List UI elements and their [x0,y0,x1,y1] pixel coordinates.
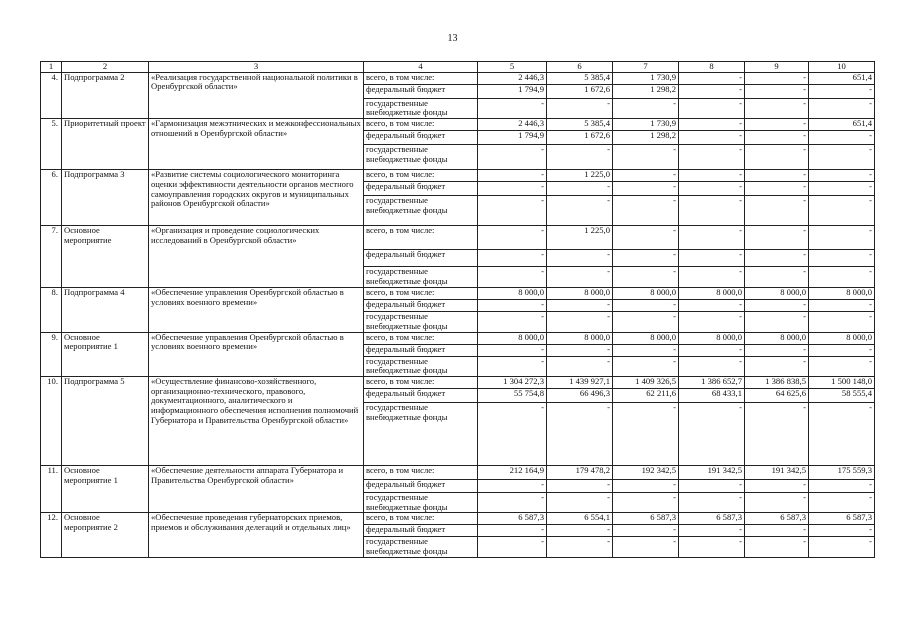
amount-cell: - [478,250,547,267]
amount-cell: - [745,344,809,356]
amount-cell: 212 164,9 [478,465,547,479]
funding-source: всего, в том числе: [364,226,478,250]
amount-cell: - [478,98,547,118]
amount-cell: - [809,479,875,492]
amount-cell: 6 587,3 [809,513,875,525]
amount-cell: - [679,226,745,250]
amount-cell: 8 000,0 [679,332,745,344]
funding-source: федеральный бюджет [364,182,478,196]
header-cell: 5 [478,62,547,73]
header-cell: 7 [613,62,679,73]
amount-cell: - [613,145,679,170]
amount-cell: 192 342,5 [613,465,679,479]
amount-cell: - [613,267,679,288]
amount-cell: - [679,72,745,84]
program-title: «Обеспечение деятельности аппарата Губернатора и Правительства Оренбургской области» [149,465,364,512]
amount-cell: 64 625,6 [745,388,809,402]
amount-cell: - [809,84,875,98]
amount-cell: - [809,300,875,312]
amount-cell: 8 000,0 [613,288,679,300]
amount-cell: - [547,344,613,356]
amount-cell: - [547,196,613,226]
program-type: Основное мероприятие 2 [62,513,149,557]
amount-cell: 58 555,4 [809,388,875,402]
amount-cell: - [547,525,613,537]
amount-cell: - [679,312,745,332]
amount-cell: - [613,537,679,557]
amount-cell: - [809,98,875,118]
amount-cell: - [679,250,745,267]
amount-cell: 191 342,5 [679,465,745,479]
amount-cell: - [478,344,547,356]
amount-cell: - [547,98,613,118]
amount-cell: - [547,300,613,312]
funding-source: государственные внебюджетные фонды [364,312,478,332]
funding-source: государственные внебюджетные фонды [364,492,478,512]
funding-source: всего, в том числе: [364,72,478,84]
amount-cell: 1 500 148,0 [809,376,875,388]
amount-cell: - [809,492,875,512]
funding-source: государственные внебюджетные фонды [364,196,478,226]
amount-cell: - [478,182,547,196]
program-type: Основное мероприятие [62,226,149,288]
amount-cell: 179 478,2 [547,465,613,479]
program-title: «Обеспечение проведения губернаторских приемов, приемов и обслуживания делегаций и отдельных лиц» [149,513,364,557]
funding-source: всего, в том числе: [364,465,478,479]
funding-source: государственные внебюджетные фонды [364,145,478,170]
amount-cell: - [745,312,809,332]
amount-cell: - [478,145,547,170]
amount-cell: 6 587,3 [679,513,745,525]
amount-cell: - [679,479,745,492]
program-type: Подпрограмма 2 [62,72,149,118]
amount-cell: - [679,267,745,288]
amount-cell: 8 000,0 [679,288,745,300]
page-number: 13 [447,33,458,44]
amount-cell: - [679,402,745,465]
amount-cell: 175 559,3 [809,465,875,479]
funding-source: всего, в том числе: [364,119,478,131]
header-cell: 9 [745,62,809,73]
amount-cell: 6 554,1 [547,513,613,525]
amount-cell: - [547,402,613,465]
amount-cell: 1 439 927,1 [547,376,613,388]
table-row [41,226,875,250]
header-cell: 3 [149,62,364,73]
amount-cell: 1 225,0 [547,226,613,250]
amount-cell: 8 000,0 [809,332,875,344]
amount-cell: - [613,356,679,376]
amount-cell: - [547,312,613,332]
amount-cell: 8 000,0 [809,288,875,300]
amount-cell: - [478,356,547,376]
amount-cell: 1 386 652,7 [679,376,745,388]
amount-cell: - [809,402,875,465]
funding-source: федеральный бюджет [364,300,478,312]
amount-cell: - [745,145,809,170]
funding-source: федеральный бюджет [364,250,478,267]
program-title: «Организация и проведение социологических исследований в Оренбургской области» [149,226,364,288]
funding-source: федеральный бюджет [364,84,478,98]
funding-source: всего, в том числе: [364,513,478,525]
amount-cell: - [613,492,679,512]
amount-cell: 5 385,4 [547,72,613,84]
amount-cell: - [478,492,547,512]
amount-cell: - [745,356,809,376]
header-cell: 1 [41,62,62,73]
funding-source: федеральный бюджет [364,479,478,492]
amount-cell: - [809,356,875,376]
amount-cell: - [809,344,875,356]
amount-cell: 55 754,8 [478,388,547,402]
amount-cell: - [745,98,809,118]
amount-cell: - [809,525,875,537]
table-row [41,170,875,182]
program-title: «Обеспечение управления Оренбургской областью в условиях военного времени» [149,288,364,332]
amount-cell: - [809,312,875,332]
program-title: «Гармонизация межэтнических и межконфессиональных отношений в Оренбургской области» [149,119,364,170]
amount-cell: 1 225,0 [547,170,613,182]
amount-cell: - [745,537,809,557]
amount-cell: - [679,170,745,182]
amount-cell: 1 672,6 [547,84,613,98]
funding-source: государственные внебюджетные фонды [364,356,478,376]
amount-cell: 191 342,5 [745,465,809,479]
program-title: «Осуществление финансово-хозяйственного, организационно-технического, правового, документационного, аналитического и информационного обеспечения исполнения полномочий Губернатора и Правительства Оренбургской области» [149,376,364,465]
amount-cell: - [679,119,745,131]
amount-cell: - [809,537,875,557]
header-cell: 10 [809,62,875,73]
amount-cell: - [745,170,809,182]
amount-cell: 2 446,3 [478,119,547,131]
amount-cell: 651,4 [809,72,875,84]
amount-cell: 1 672,6 [547,131,613,145]
amount-cell: 8 000,0 [613,332,679,344]
amount-cell: - [745,525,809,537]
row-number: 12. [41,513,62,557]
amount-cell: - [613,344,679,356]
program-type: Подпрограмма 3 [62,170,149,226]
header-cell: 6 [547,62,613,73]
funding-source: федеральный бюджет [364,388,478,402]
amount-cell: 1 386 838,5 [745,376,809,388]
table-row [41,465,875,479]
amount-cell: 8 000,0 [547,288,613,300]
amount-cell: - [745,72,809,84]
amount-cell: 6 587,3 [745,513,809,525]
amount-cell: - [809,170,875,182]
funding-source: федеральный бюджет [364,344,478,356]
row-number: 7. [41,226,62,288]
financing-table [40,61,875,558]
amount-cell: - [745,196,809,226]
amount-cell: 68 433,1 [679,388,745,402]
amount-cell: - [613,170,679,182]
funding-source: федеральный бюджет [364,131,478,145]
table-row [41,119,875,131]
amount-cell: 8 000,0 [745,288,809,300]
amount-cell: - [613,98,679,118]
program-title: «Развитие системы социологического мониторинга оценки эффективности деятельности органов местного самоуправления городских округов и муниципальных районов Оренбургской области» [149,170,364,226]
program-title: «Обеспечение управления Оренбургской областью в условиях военного времени» [149,332,364,376]
row-number: 8. [41,288,62,332]
amount-cell: - [679,525,745,537]
amount-cell: - [809,226,875,250]
row-number: 5. [41,119,62,170]
funding-source: всего, в том числе: [364,376,478,388]
amount-cell: 8 000,0 [547,332,613,344]
amount-cell: - [478,300,547,312]
amount-cell: - [745,402,809,465]
amount-cell: 1 409 326,5 [613,376,679,388]
amount-cell: - [745,479,809,492]
amount-cell: 66 496,3 [547,388,613,402]
amount-cell: - [478,402,547,465]
amount-cell: - [478,312,547,332]
amount-cell: 1 298,2 [613,84,679,98]
amount-cell: - [613,226,679,250]
funding-source: государственные внебюджетные фонды [364,537,478,557]
amount-cell: - [613,300,679,312]
amount-cell: - [679,537,745,557]
funding-source: федеральный бюджет [364,525,478,537]
funding-source: всего, в том числе: [364,170,478,182]
amount-cell: - [679,356,745,376]
amount-cell: - [547,182,613,196]
amount-cell: 2 446,3 [478,72,547,84]
amount-cell: - [679,145,745,170]
amount-cell: - [679,98,745,118]
header-cell: 8 [679,62,745,73]
row-number: 11. [41,465,62,512]
amount-cell: - [613,182,679,196]
funding-source: всего, в том числе: [364,288,478,300]
header-cell: 4 [364,62,478,73]
funding-source: государственные внебюджетные фонды [364,402,478,465]
amount-cell: - [613,312,679,332]
amount-cell: 6 587,3 [613,513,679,525]
program-type: Приоритетный проект [62,119,149,170]
amount-cell: - [478,226,547,250]
amount-cell: - [478,267,547,288]
amount-cell: - [809,196,875,226]
row-number: 6. [41,170,62,226]
amount-cell: - [547,145,613,170]
amount-cell: - [809,250,875,267]
row-number: 10. [41,376,62,465]
amount-cell: 1 730,9 [613,72,679,84]
row-number: 9. [41,332,62,376]
table-row [41,332,875,344]
amount-cell: - [809,145,875,170]
row-number: 4. [41,72,62,118]
amount-cell: - [745,119,809,131]
amount-cell: - [809,131,875,145]
amount-cell: - [547,537,613,557]
amount-cell: - [547,356,613,376]
funding-source: государственные внебюджетные фонды [364,98,478,118]
amount-cell: - [745,226,809,250]
amount-cell: - [478,170,547,182]
header-row [41,62,875,73]
amount-cell: - [613,196,679,226]
amount-cell: 5 385,4 [547,119,613,131]
amount-cell: - [679,344,745,356]
amount-cell: 1 794,9 [478,84,547,98]
amount-cell: 1 794,9 [478,131,547,145]
program-type: Основное мероприятие 1 [62,332,149,376]
amount-cell: - [613,402,679,465]
amount-cell: - [478,525,547,537]
amount-cell: - [478,479,547,492]
amount-cell: - [613,250,679,267]
amount-cell: - [547,267,613,288]
amount-cell: - [547,250,613,267]
amount-cell: - [745,84,809,98]
amount-cell: - [547,479,613,492]
amount-cell: 62 211,6 [613,388,679,402]
amount-cell: - [679,492,745,512]
amount-cell: - [745,267,809,288]
amount-cell: 1 730,9 [613,119,679,131]
amount-cell: - [679,182,745,196]
table-row [41,376,875,388]
amount-cell: - [547,492,613,512]
amount-cell: - [679,300,745,312]
table-row [41,72,875,84]
amount-cell: - [478,196,547,226]
amount-cell: - [745,300,809,312]
program-type: Основное мероприятие 1 [62,465,149,512]
amount-cell: - [613,525,679,537]
program-type: Подпрограмма 4 [62,288,149,332]
amount-cell: - [745,492,809,512]
amount-cell: 651,4 [809,119,875,131]
amount-cell: - [809,267,875,288]
amount-cell: 6 587,3 [478,513,547,525]
program-title: «Реализация государственной национальной политики в Оренбургской области» [149,72,364,118]
amount-cell: - [679,131,745,145]
funding-source: государственные внебюджетные фонды [364,267,478,288]
amount-cell: - [745,250,809,267]
amount-cell: 1 304 272,3 [478,376,547,388]
amount-cell: 8 000,0 [745,332,809,344]
amount-cell: - [679,84,745,98]
amount-cell: 8 000,0 [478,332,547,344]
amount-cell: 8 000,0 [478,288,547,300]
amount-cell: - [679,196,745,226]
header-cell: 2 [62,62,149,73]
program-type: Подпрограмма 5 [62,376,149,465]
table-row [41,513,875,525]
amount-cell: - [809,182,875,196]
amount-cell: - [745,131,809,145]
table-row [41,288,875,300]
amount-cell: - [745,182,809,196]
amount-cell: - [478,537,547,557]
amount-cell: 1 298,2 [613,131,679,145]
amount-cell: - [613,479,679,492]
funding-source: всего, в том числе: [364,332,478,344]
